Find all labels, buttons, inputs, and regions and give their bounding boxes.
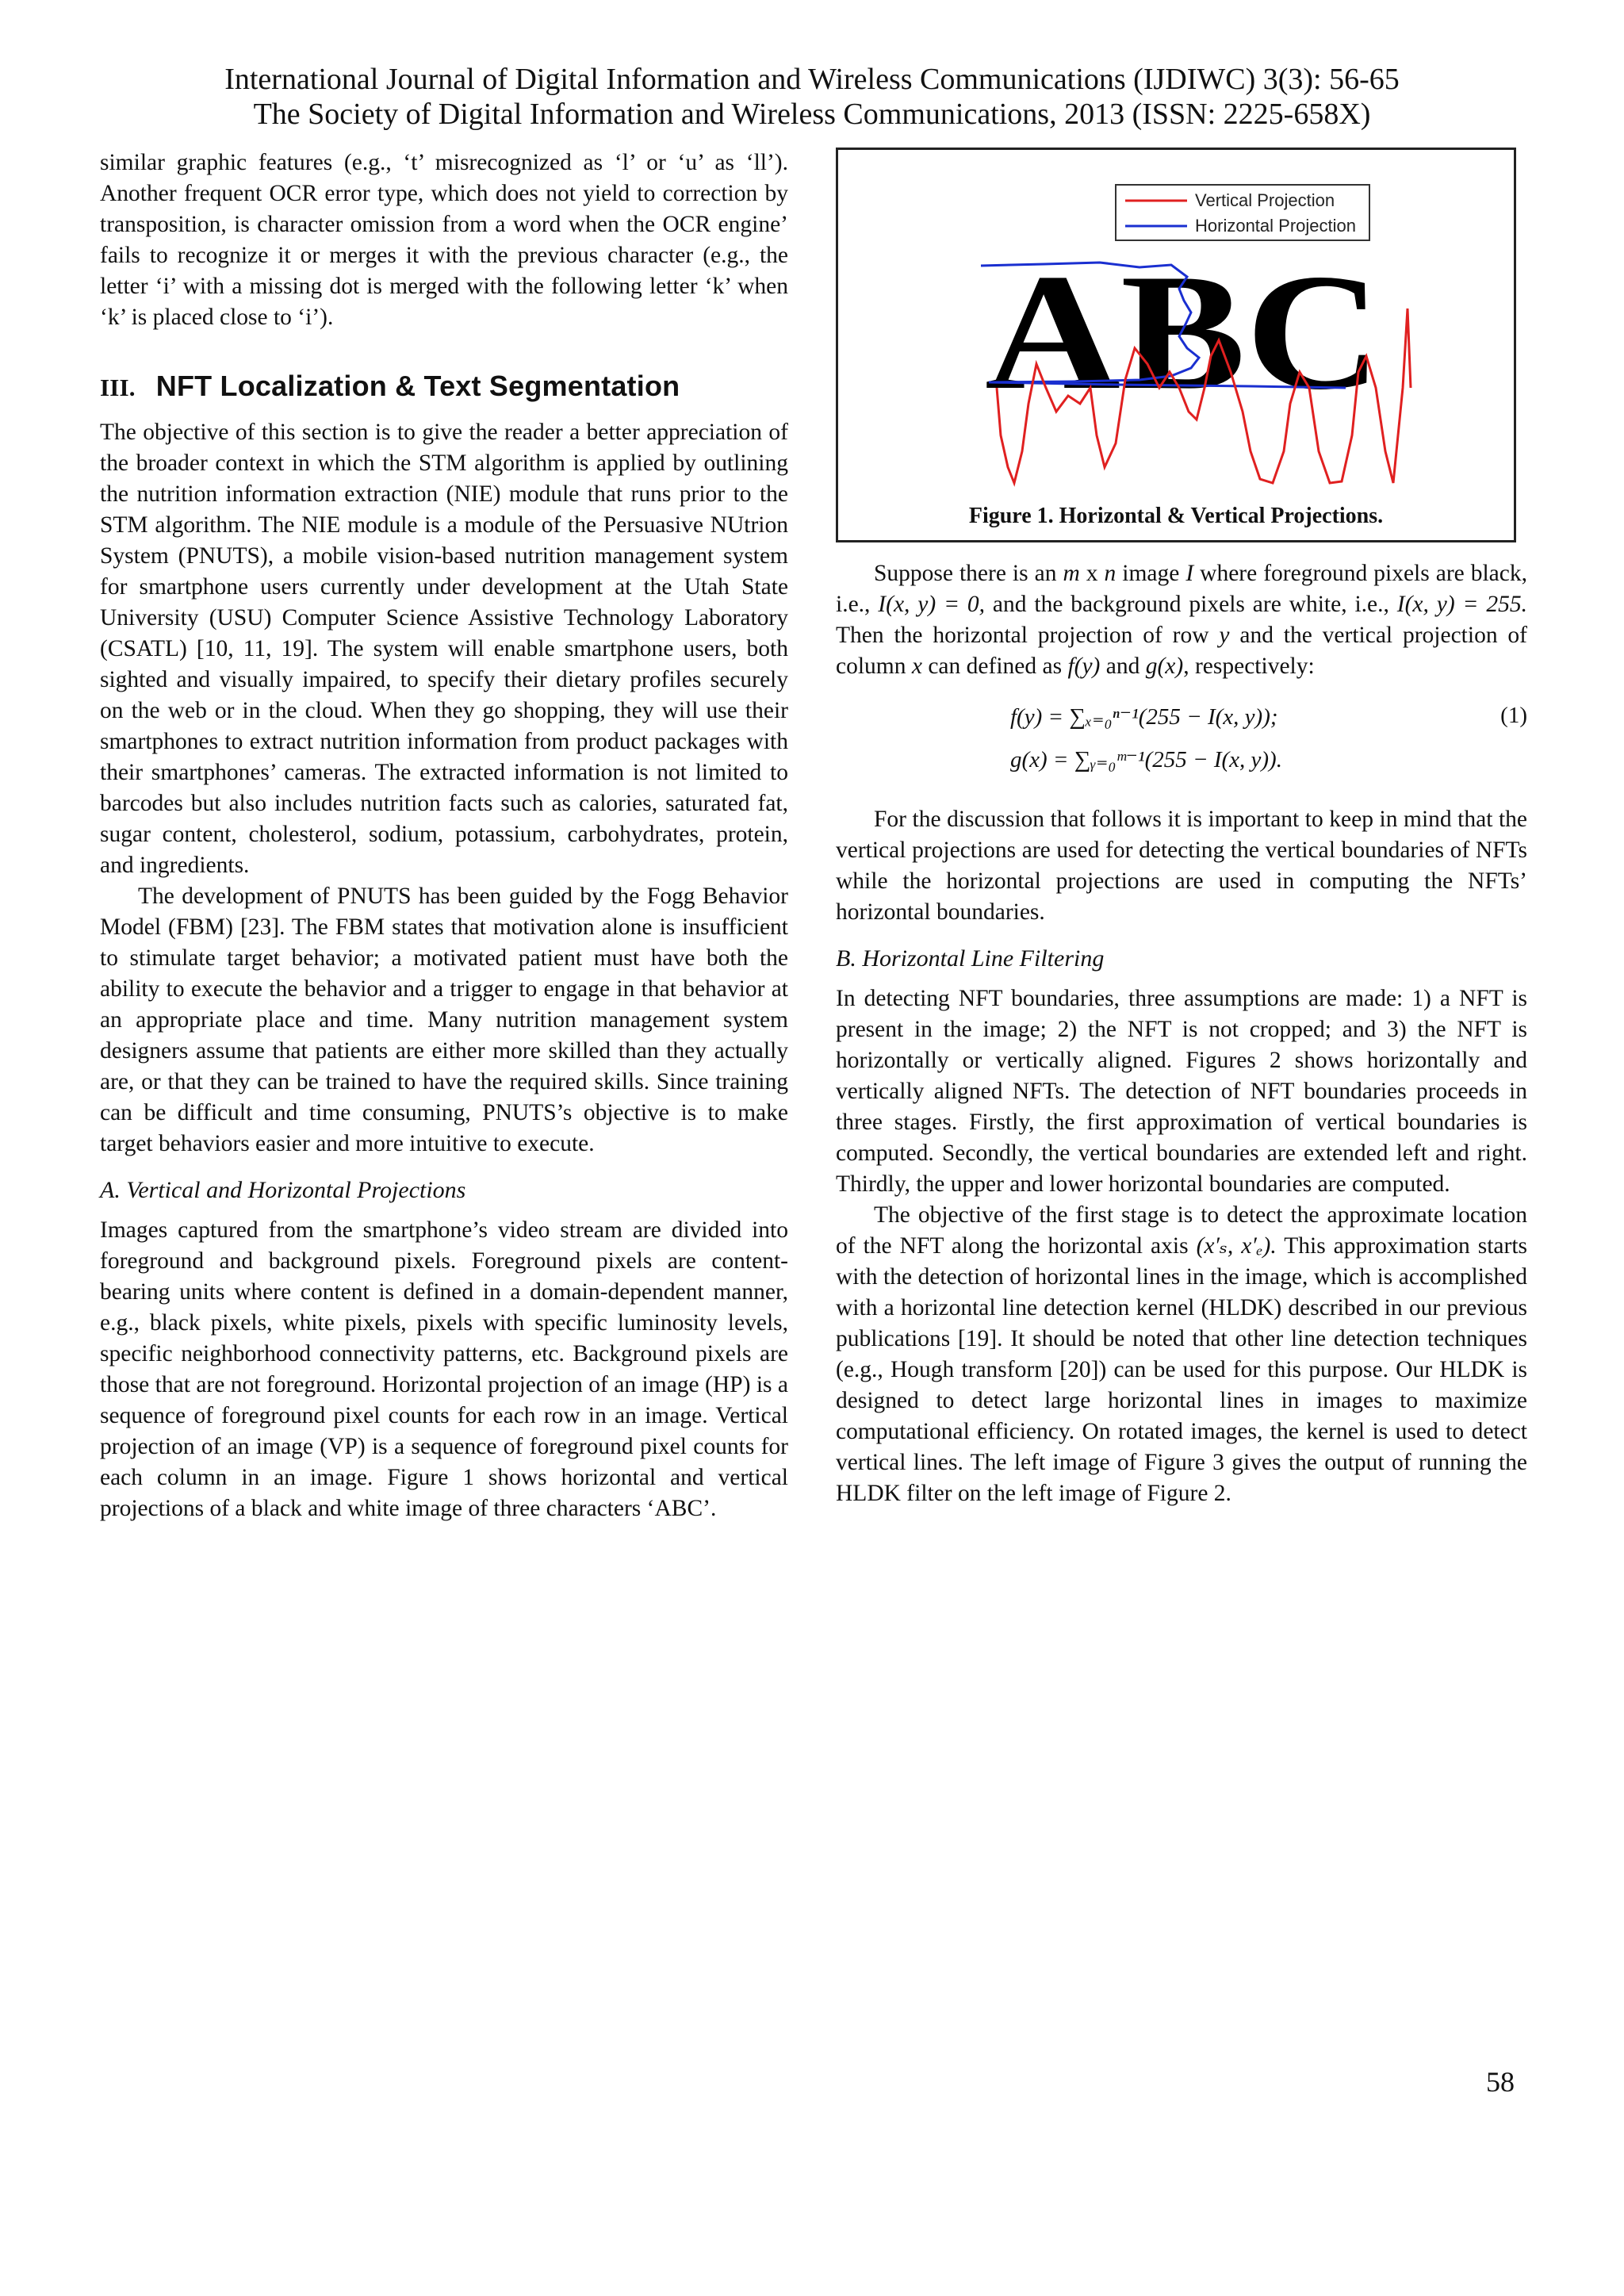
equation-line-g: g(x) = ∑ᵧ₌₀ᵐ⁻¹(255 − I(x, y)). — [1010, 747, 1282, 772]
header-line-1: International Journal of Digital Information and Wireless Communications (IJDIWC) 3(3): 56-65 — [224, 63, 1400, 96]
legend-horizontal-label: Horizontal Projection — [1195, 216, 1356, 236]
text-fragment: Suppose there is an — [874, 561, 1063, 586]
subsection-b-heading: B. Horizontal Line Filtering — [836, 945, 1105, 972]
math-m: m — [1063, 561, 1080, 586]
equation-line-f: f(y) = ∑ₓ₌₀ⁿ⁻¹(255 − I(x, y)); — [1010, 704, 1278, 730]
section-title: NFT Localization & Text Segmentation — [155, 370, 680, 402]
paragraph-fogg-model: The development of PNUTS has been guided by the Fogg Behavior Model (FBM) [23]. The FBM states that motivation alone is insufficient to stimulate target behavior; a motivated patient must have both the ability to execute the behavior and a trigger to engage in that behavior at an appropriate place and time. Many nutrition management system designers assume that patients are either more skilled than they actually are, or that they can be trained to have the required skills. Since training can be difficult and time consuming, PNUTS’s objective is to make target behaviors easier and more intuitive to execute. — [100, 884, 788, 1156]
section-heading — [100, 370, 788, 403]
paragraph-projections: Images captured from the smartphone’s video stream are divided into foreground and background pixels. Foreground pixels are content-bearing units where content is defined in a domain-dependent manner, e.g., black pixels, white pixels, pixels with specific luminosity levels, specific neighborhood connectivity patterns, etc. Background pixels are those that are not foreground. Horizontal projection of an image (HP) is a sequence of foreground pixel counts for each row in an image. Vertical projection of an image (VP) is a sequence of foreground pixel counts for each column in an image. Figure 1 shows horizontal and vertical projections of a black and white image of three characters ‘ABC’. — [100, 1217, 788, 1521]
text-fragment: and the vertical projection of column — [836, 623, 1527, 679]
page-number: 58 — [1486, 2066, 1515, 2098]
text-fragment: x — [1079, 561, 1105, 586]
figure-caption: Figure 1. Horizontal & Vertical Projections. — [968, 504, 1384, 528]
text-fragment: This approximation starts with the detection of horizontal lines in the image, which is accomplished with a horizontal line detection kernel (HLDK) described in our previous publications [19]. It should be noted that other line detection techniques (e.g., Hough transform [20]) can be used for this purpose. Our HLDK is designed to detect large horizontal lines in images to maximize computational efficiency. On rotated images, the kernel is used to detect vertical lines. The left image of Figure 3 gives the output of running the HLDK filter on the left image of Figure 2. — [836, 1233, 1527, 1506]
math-foreground-eq: I(x, y) = 0, — [878, 592, 986, 617]
math-horizontal-axis: (x′ₛ, x′ₑ). — [1196, 1233, 1277, 1259]
math-background-eq: I(x, y) = 255. — [1396, 592, 1527, 617]
header-line-2: The Society of Digital Information and Wireless Communications, 2013 (ISSN: 2225-658X) — [253, 98, 1371, 131]
math-y: y — [1219, 623, 1230, 648]
subsection-a-heading: A. Vertical and Horizontal Projections — [100, 1177, 466, 1203]
paragraph-projection-usage: For the discussion that follows it is important to keep in mind that the vertical projections are used for detecting the vertical boundaries of NFTs while the horizontal projections are used in computing the NFTs’ horizontal boundaries. — [836, 807, 1527, 925]
legend-vertical-label: Vertical Projection — [1195, 190, 1335, 210]
text-fragment: image — [1116, 561, 1186, 586]
text-fragment: The objective of the first stage is to detect the approximate location of the NFT along the horizontal axis — [836, 1202, 1527, 1259]
projection-figure-svg — [838, 150, 1514, 540]
paragraph-section-objective: The objective of this section is to give the reader a better appreciation of the broader context in which the STM algorithm is applied by outlining the nutrition information extraction (NIE) module that runs prior to the STM algorithm. The NIE module is a module of the Persuasive NUtrion System (PNUTS), a mobile vision-based nutrition management system for smartphone users currently under development at the Utah State University (USU) Computer Science Assistive Technology Laboratory (CSATL) [10, 11, 19]. The system will enable smartphone users, both sighted and visually impaired, to specify their dietary profiles securely on the web or in the cloud. When they go shopping, they will use their smartphones to extract nutrition information from product packages with their smartphones’ cameras. The extracted information is not limited to barcodes but also includes nutrition facts such as calories, saturated fat, sugar content, cholesterol, sodium, potassium, carbohydrates, protein, and ingredients. — [100, 420, 788, 878]
text-fragment: , respectively: — [1183, 654, 1315, 679]
math-gx: g(x) — [1145, 654, 1184, 679]
math-x: x — [911, 654, 922, 679]
figure-1 — [836, 148, 1516, 542]
paragraph-nft-assumptions: In detecting NFT boundaries, three assumptions are made: 1) a NFT is present in the image; 2) the NFT is not cropped; and 3) the NFT is horizontally or vertically aligned. Figures 2 shows horizontally and vertically aligned NFTs. The detection of NFT boundaries proceeds in three stages. Firstly, the first approximation of vertical boundaries is computed. Secondly, the vertical boundaries are extended left and right. Thirdly, the upper and lower horizontal boundaries are computed. — [836, 986, 1527, 1197]
math-fy: f(y) — [1067, 654, 1101, 679]
equation-1 — [836, 696, 1527, 784]
abc-image-text: ABC — [985, 240, 1381, 424]
text-fragment: Then the horizontal projection of row — [836, 623, 1220, 648]
equation-number: (1) — [1500, 703, 1527, 728]
left-column — [100, 148, 788, 1524]
math-n: n — [1104, 561, 1116, 586]
section-number: III. — [100, 374, 136, 401]
paragraph-first-stage — [836, 1200, 1527, 1509]
text-fragment: where foreground pixels are black, i.e., — [836, 561, 1527, 617]
text-fragment: and — [1100, 654, 1146, 679]
text-fragment: can defined as — [921, 654, 1068, 679]
right-column — [836, 148, 1527, 1509]
text-fragment: and the background pixels are white, i.e., — [985, 592, 1397, 617]
paragraph-image-definition — [836, 558, 1527, 682]
paragraph-ocr-errors: similar graphic features (e.g., ‘t’ misrecognized as ‘l’ or ‘u’ as ‘ll’). Another frequent OCR error type, which does not yield to correction by transposition, is character omission from a word when the OCR engine’ fails to recognize it or merges it with the previous character (e.g., the letter ‘i’ with a missing dot is merged with the following letter ‘k’ when ‘k’ is placed close to ‘i’). — [100, 150, 788, 330]
math-image-I: I — [1185, 561, 1194, 586]
journal-header — [0, 62, 1624, 132]
